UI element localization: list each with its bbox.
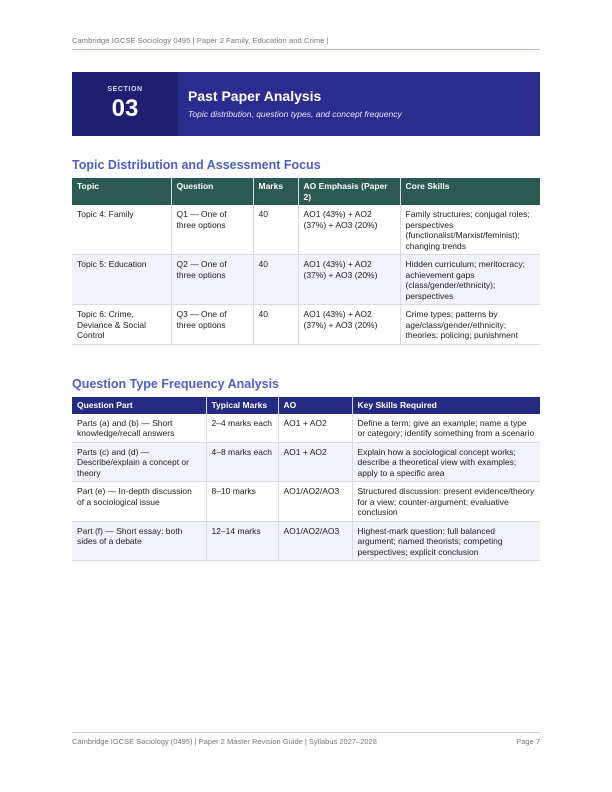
section-badge: [72, 72, 178, 136]
table-cell: Topic 6: Crime, Deviance & Social Control: [72, 305, 171, 345]
column-header: Topic: [72, 178, 171, 205]
table-cell: Hidden curriculum; meritocracy; achievement gaps (class/gender/ethnicity); perspectives: [400, 255, 540, 305]
section-number: 03: [111, 94, 139, 122]
table-cell: Q1 — One of three options: [171, 205, 253, 255]
topic-table-heading: Topic Distribution and Assessment Focus: [72, 158, 321, 172]
table-header-row: [72, 178, 540, 205]
table-row: [72, 414, 540, 443]
question-type-table: [72, 397, 540, 561]
page-number: Page 7: [516, 737, 540, 746]
table-cell: Family structures; conjugal roles; perspectives (functionalist/Marxist/feminist); changing trends: [405, 209, 530, 251]
table-header-row: [72, 397, 540, 414]
table-row: [72, 255, 540, 305]
table-cell: Topic 4: Family: [72, 205, 171, 255]
table-cell: Parts (c) and (d) — Describe/explain a concept or theory: [72, 442, 206, 482]
section-subtitle: Topic distribution, question types, and concept frequency: [188, 109, 402, 119]
page-footer: [72, 732, 540, 746]
table-cell: Part (f) — Short essay: both sides of a debate: [72, 521, 206, 561]
table-cell: Explain how a sociological concept works; describe a theoretical view with examples; apply to a specific area: [352, 442, 540, 482]
table-row: [72, 442, 540, 482]
column-header: AO Emphasis (Paper 2): [298, 178, 400, 205]
table-cell: AO1 + AO2: [278, 442, 352, 482]
section-label: SECTION: [107, 85, 143, 93]
table-row: [72, 305, 540, 345]
column-header: Typical Marks: [206, 397, 278, 414]
column-header: Core Skills: [400, 178, 540, 205]
table-row: [72, 521, 540, 561]
table-cell: Structured discussion: present evidence/theory for a view; counter-argument; evaluative conclusion: [357, 486, 535, 517]
column-header: AO: [278, 397, 352, 414]
section-title-block: [178, 72, 402, 136]
table-cell: Part (e) — In-depth discussion of a sociological issue: [72, 482, 206, 522]
table-cell: Define a term; give an example; name a type or category; identify something from a scenario: [357, 417, 535, 438]
question-table-heading: Question Type Frequency Analysis: [72, 377, 280, 391]
table-row: [72, 205, 540, 255]
column-header: Marks: [253, 178, 298, 205]
column-header: Question: [171, 178, 253, 205]
table-cell: Q2 — One of three options: [171, 255, 253, 305]
footer-text: Cambridge IGCSE Sociology (0495) | Paper 2 Master Revision Guide | Syllabus 2027–2028: [72, 737, 377, 746]
table-cell: AO1 + AO2: [278, 414, 352, 443]
table-cell: 40: [253, 205, 298, 255]
running-header: Cambridge IGCSE Sociology 0495 | Paper 2 Family, Education and Crime |: [72, 36, 540, 50]
section-banner: [72, 72, 540, 136]
section-title: Past Paper Analysis: [188, 88, 322, 104]
table-cell: 40: [253, 305, 298, 345]
topic-distribution-table: [72, 178, 540, 345]
table-cell: Highest-mark question: full balanced argument; named theorists; competing perspectives; explicit conclusion: [352, 521, 540, 561]
table-cell: 12–14 marks: [206, 521, 278, 561]
table-cell: Parts (a) and (b) — Short knowledge/recall answers: [72, 414, 206, 443]
table-cell: 2–4 marks each: [206, 414, 278, 443]
column-header: Question Part: [72, 397, 206, 414]
table-cell: AO1/AO2/AO3: [278, 482, 352, 522]
table-cell: AO1/AO2/AO3: [278, 521, 352, 561]
table-cell: AO1 (43%) + AO2 (37%) + AO3 (20%): [298, 305, 400, 345]
table-row: [72, 482, 540, 522]
column-header: Key Skills Required: [352, 397, 540, 414]
table-cell: AO1 (43%) + AO2 (37%) + AO3 (20%): [298, 255, 400, 305]
table-cell: Topic 5: Education: [72, 255, 171, 305]
table-cell: Q3 — One of three options: [171, 305, 253, 345]
table-cell: 8–10 marks: [206, 482, 278, 522]
table-cell: 4–8 marks each: [206, 442, 278, 482]
table-cell: 40: [253, 255, 298, 305]
table-cell: Crime types; patterns by age/class/gender/ethnicity; theories; policing; punishment: [405, 309, 518, 340]
table-cell: AO1 (43%) + AO2 (37%) + AO3 (20%): [298, 205, 400, 255]
